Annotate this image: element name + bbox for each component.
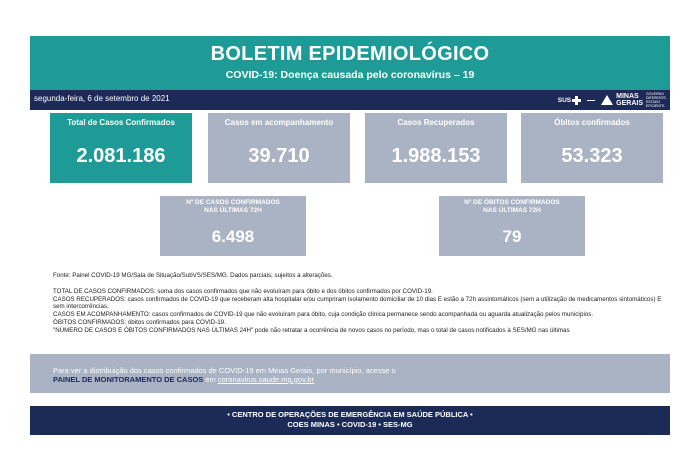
box-label-line2: NAS ÚLTIMAS 72H: [483, 207, 541, 214]
note-line: CASOS RECUPERADOS: casos confirmados de COVID-19 que receberam alta hospitalar e/ou cumpriram isolamento domiciliar de 10 dias E estão a 72h assintomáticos (sem a utilização de medicamentos sintomáticos) E sem intercorrências.: [53, 295, 662, 311]
bulletin-title: BOLETIM EPIDEMIOLÓGICO: [210, 43, 490, 65]
bulletin-subtitle: COVID-19: Doença causada pelo coronavírus – 19: [225, 69, 475, 81]
bulletin-header: [30, 36, 670, 90]
box-label-line1: Nº DE ÓBITOS CONFIRMADOS: [464, 199, 560, 206]
box-label: [160, 199, 306, 215]
box-label: [439, 199, 585, 215]
card-value: 1.988.153: [391, 145, 481, 167]
card-total-confirmed: [50, 113, 192, 183]
divider: [587, 100, 595, 101]
logos: [557, 92, 667, 108]
dashboard-link[interactable]: coronavirus.saude.mg.gov.br: [217, 375, 315, 384]
bulletin-date: segunda-feira, 6 de setembro de 2021: [34, 94, 170, 103]
footer: [30, 406, 670, 435]
note-line: TOTAL DE CASOS CONFIRMADOS: soma dos casos confirmados que não evoluíram para óbito e dos óbitos confirmados por COVID-19.: [53, 287, 433, 295]
triangle-icon: [601, 95, 613, 105]
card-value: 53.323: [561, 145, 623, 167]
cases-last-72h: [160, 196, 306, 256]
mg-logo-tagline: GOVERNO DIFERENTE. ESTADO EFICIENTE.: [646, 92, 667, 108]
footer-line2: COES MINAS • COVID-19 • SES-MG: [287, 420, 413, 429]
note-line: CASOS EM ACOMPANHAMENTO: casos confirmados de COVID-19 que não evoluíram para óbito, cuja condição clínica permanece sendo acompanhada ou aguarda atualização pelos municípios.: [53, 311, 594, 319]
promo-connector: em: [203, 375, 218, 384]
bulletin-sheet: [30, 36, 670, 435]
sus-logo: [558, 96, 581, 105]
plus-icon: [572, 96, 581, 105]
date-bar: [30, 90, 670, 110]
sus-logo-text: SUS: [557, 96, 572, 104]
box-value: 79: [502, 227, 522, 246]
source-note: Fonte: Painel COVID-19 MG/Sala de Situação/SubVS/SES/MG. Dados parciais, sujeitos a alterações.: [53, 272, 333, 279]
minas-gerais-logo: [601, 92, 667, 108]
card-label: Óbitos confirmados: [554, 118, 630, 127]
note-line: "NÚMERO DE CASOS E ÓBITOS CONFIRMADOS NAS ÚLTIMAS 24H" pode não retratar a ocorrência de novos casos no período, mas o total de casos notificados à SES/MG nas últimas: [53, 326, 570, 334]
card-label: Casos Recuperados: [397, 118, 475, 127]
mg-logo-line1: MINAS: [616, 93, 639, 100]
promo-text: Para ver a distribuição dos casos confirmados de COVID-19 em Minas Gerais, por município, acesse o: [53, 366, 396, 375]
card-label: Total de Casos Confirmados: [67, 118, 175, 127]
box-label-line2: NAS ÚLTIMAS 72H: [204, 207, 262, 214]
card-label: Casos em acompanhamento: [224, 118, 334, 127]
deaths-last-72h: [439, 196, 585, 256]
card-deaths: [521, 113, 663, 183]
card-value: 39.710: [248, 145, 310, 167]
promo-banner: [30, 354, 670, 393]
footer-line1: • CENTRO DE OPERAÇÕES DE EMERGÊNCIA EM SAÚDE PÚBLICA •: [227, 410, 473, 419]
promo-line2: [53, 375, 314, 384]
note-line: ÓBITOS CONFIRMADOS: óbitos confirmados para COVID-19.: [53, 318, 226, 326]
card-in-follow-up: [208, 113, 350, 183]
notes: [53, 272, 663, 335]
card-recovered: [365, 113, 507, 183]
card-value: 2.081.186: [76, 145, 166, 167]
dashboard-name: PAINEL DE MONITORAMENTO DE CASOS: [53, 375, 204, 384]
mg-logo-line2: GERAIS: [616, 100, 643, 107]
box-label-line1: Nº DE CASOS CONFIRMADOS: [186, 199, 280, 206]
box-value: 6.498: [211, 227, 255, 246]
